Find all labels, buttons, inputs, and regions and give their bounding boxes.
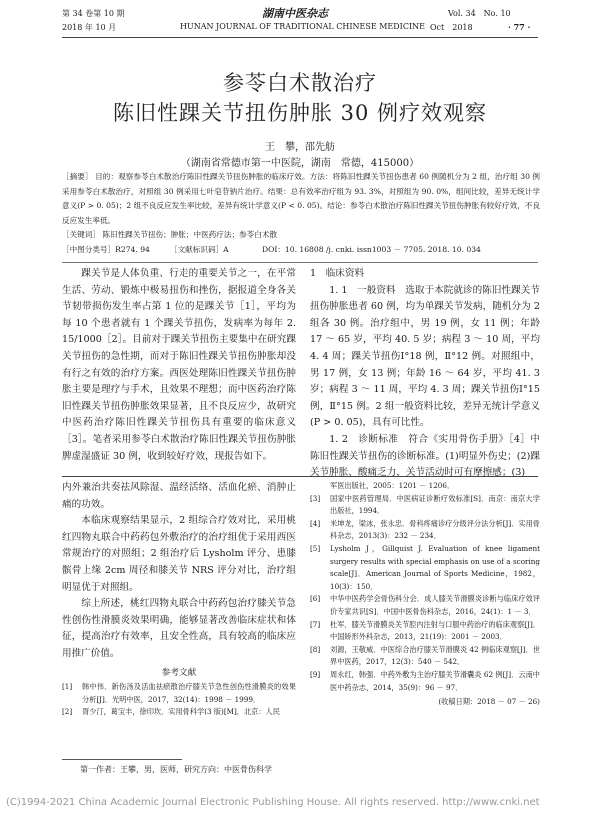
reference-item (62, 706, 296, 719)
previous-article-column (62, 480, 296, 719)
reference-text: 米坤龙，梁冰，张永忠．骨科疼痛诊疗分级评分法分析[J]．实用骨科杂志，2013(3)：232 － 234． (330, 518, 540, 541)
author-names: 王 攀，邵先舫 (265, 142, 335, 153)
intro-paragraph: 踝关节是人体负重、行走的重要关节之一，在平常生活、劳动、锻炼中极易扭伤和挫伤，据报道全身各关节韧带损伤发生率占第 1 位的是踝关节［1］，平均为每 10 个患者就有 1 个踝关节扭伤，发病率为每年 2. 15/1000［2］。目前对于踝关节扭伤主要集中在研究踝关节扭伤的急性期，而对于陈旧性踝关节扭伤肿胀却没有行之有效的治疗方案。西医处理陈旧性踝关节扭伤肿胀主要是理疗与手术，且效果不理想；而中医药治疗陈旧性踝关节扭伤肿胀效果显著，且不良反应少，故研究中医药治疗陈旧性踝关节扭伤具有重要的临床意义［3］。笔者采用参苓白术散治疗陈旧性踝关节扭伤肿胀脾虚湿盛证 30 例，收到较好疗效，现报告如下。 (62, 268, 296, 462)
references-heading: 参考文献 (161, 667, 197, 678)
reference-number: [3] (310, 493, 321, 503)
reference-text: 韩中伟．新伤汤及活血祛瘀散治疗膝关节急性创伤性滑膜炎的效果分析[J]．光明中医，2017，32(14)：1998 － 1999． (82, 682, 296, 704)
reference-number: [9] (310, 669, 321, 679)
section-heading-clinical-data: 1 临床资料 (310, 268, 365, 279)
reference-text: 胥少汀，葛宝丰，徐印坎．实用骨科学(3 版)[M]．北京：人民 (82, 707, 280, 717)
author-footnote: 第一作者：王攀，男，医师，研究方向：中医骨伤科学 (80, 765, 272, 774)
header-date-en: Oct 2018 (430, 23, 473, 32)
header-volume-en: Vol. 34 No. 10 (448, 9, 511, 18)
reference-text: 杜军．膝关节滑膜炎关节腔内注射与口服中药治疗的临床观察[J]．中国矫形外科杂志，2013，21(19)：2001 － 2003． (330, 619, 540, 642)
article-separator (62, 476, 538, 477)
author-affiliation: （湖南省常德市第一中医院，湖南 常德，415000） (180, 158, 420, 169)
title-line-1: 参苓白术散治疗 (223, 71, 377, 95)
reference-number: [8] (310, 644, 321, 654)
reference-number: [2] (62, 707, 73, 717)
abstract-label: ［摘要］ (62, 172, 93, 181)
reference-item (310, 619, 540, 644)
header-volume-cn: 第 34 卷第 10 期 (62, 9, 125, 18)
reference-item (310, 518, 540, 543)
conclusion-fragment: 内外兼治共奏祛风除湿、温经活络、活血化瘀、消肿止痛的功效。 (62, 482, 296, 510)
reference-text: 周永红，韩强．中药外敷为主治疗膝关节滑囊炎 62 例[J]．云南中医中药杂志，2014，35(9)：96 － 97． (330, 669, 540, 692)
references-list-left (62, 681, 296, 719)
reference-number: [7] (310, 619, 321, 629)
reference-number: [1] (62, 682, 73, 692)
reference-item (310, 543, 540, 593)
reference-item (310, 593, 540, 618)
references-list-right (310, 480, 540, 694)
reference-number: [5] (310, 543, 321, 553)
abstract-block (62, 170, 540, 257)
abstract-rule (62, 262, 538, 263)
copyright-watermark: (C)1994-2021 China Academic Journal Electronic Publishing House. All rights reserved. http://www.cnki.net (6, 797, 540, 808)
general-data-paragraph: 1. 1 一般资料 选取于本院就诊的陈旧性踝关节扭伤肿胀患者 60 例，均为单踝关节发病，随机分为 2 组各 30 例。治疗组中，男 19 例，女 11 例；年龄 17 ～ 65 岁，平均 40. 5 岁；病程 3 ～ 10 周，平均 4. 4 周；踝关节扭伤Ⅰ°18 例，Ⅱ°12 例。对照组中，男 17 例，女 13 例；年龄 16 ～ 64 岁，平均 41. 3 岁；病程 3 ～ 11 周，平均 4. 3 周；踝关节扭伤Ⅰ°15 例，Ⅱ°15 例。2 组一般资料比较，差异无统计学意义(P > 0. 05)，具有可比性。 (310, 284, 540, 429)
received-date: (收稿日期：2018 － 07 － 26) (438, 697, 540, 707)
keywords-label: ［关键词］ (62, 230, 100, 239)
reference-text: 国家中医药管理局．中医病证诊断疗效标准[S]．南京：南京大学出版社，1994． (330, 493, 540, 516)
reference-item (310, 480, 540, 493)
header-journal-en: HUNAN JOURNAL OF TRADITIONAL CHINESE MEDICINE (180, 22, 425, 31)
clinical-data-column (310, 266, 540, 482)
abstract-text: 目的：观察参苓白术散治疗陈旧性踝关节扭伤肿胀的临床疗效。方法：将陈旧性踝关节扭伤患者 60 例随机分为 2 组，治疗组 30 例采用参苓白术散治疗，对照组 30 例采用七叶皂苷钠片治疗。结果：总有效率治疗组为 93. 3%，对照组为 90. 0%，组间比较，差异无统计学意义(P > 0. 05)；2 组不良反应发生率比较，差异有统计学意义(P < 0. 05)。结论：参苓白术散治疗陈旧性踝关节扭伤肿胀有较好疗效，不良反应发生率低。 (62, 172, 540, 225)
diagnostic-criteria-paragraph: 1. 2 诊断标准 符合《实用骨伤手册》［4］中陈旧性踝关节扭伤的诊断标准。(1)明显外伤史；(2)踝关节肿胀、酸痛乏力，关节活动时可有摩擦感；(3) (310, 433, 540, 479)
reference-text: Lysholm J，Gillquist J. Evaluation of knee ligament surgery results with special emphasis on use of a scoring scale[J]．American Journal of Sports Medicine，1982，10(3)：150． (330, 543, 540, 591)
document-code: ［文献标识码］A (170, 244, 229, 254)
reference-item (310, 669, 540, 694)
keywords-text: 陈旧性踝关节扭伤；肿胀；中医药疗法；参苓白术散 (102, 230, 278, 239)
reference-text: 中华中医药学会骨伤科分会．成人膝关节滑膜炎诊断与临床疗效评价专家共识[S]．中国中医骨伤科杂志，2016，24(1)：1 － 3． (330, 594, 540, 616)
header-rule (62, 37, 538, 38)
reference-number: [6] (310, 594, 321, 604)
reference-item (62, 681, 296, 706)
reference-item (310, 644, 540, 669)
footnote-rule (62, 759, 182, 760)
reference-number: [4] (310, 518, 321, 528)
reference-number (310, 480, 330, 493)
intro-column (62, 266, 296, 465)
classification-number: ［中图分类号］R274. 94 (62, 244, 150, 254)
summary-paragraph: 综上所述，桃红四物丸联合中药药包治疗膝关节急性创伤性滑膜炎效果明确，能够显著改善临床症状和体征，提高治疗有效率，且安全性高，具有较高的临床应用推广价值。 (62, 598, 296, 659)
reference-text: 刘源，王敬威．中医综合治疗膝关节滑膜炎 42 例临床观察[J]．世界中医药，2017，12(3)：540 － 542． (330, 644, 540, 667)
results-paragraph: 本临床观察结果显示，2 组综合疗效对比，采用桃红四物丸联合中药药包外敷治疗的治疗组优于采用西医常规治疗的对照组；2 组治疗后 Lysholm 评分、患膝髌骨上缘 2cm 周径和膝关节 NRS 评分对比，治疗组明显优于对照组。 (62, 515, 296, 593)
page-number: · 77 · (508, 22, 531, 32)
reference-text: 军医出版社，2005：1201 － 1206． (330, 481, 455, 490)
title-line-2: 陈旧性踝关节扭伤肿胀 30 例疗效观察 (112, 101, 488, 125)
journal-logo: 湖南中医杂志 (262, 7, 328, 20)
doi: DOI：10. 16808 /j. cnki. issn1003 － 7705. 2018. 10. 034 (262, 244, 481, 254)
header-date-cn: 2018 年 10 月 (62, 23, 117, 32)
reference-item (310, 493, 540, 518)
references-column (310, 480, 540, 709)
